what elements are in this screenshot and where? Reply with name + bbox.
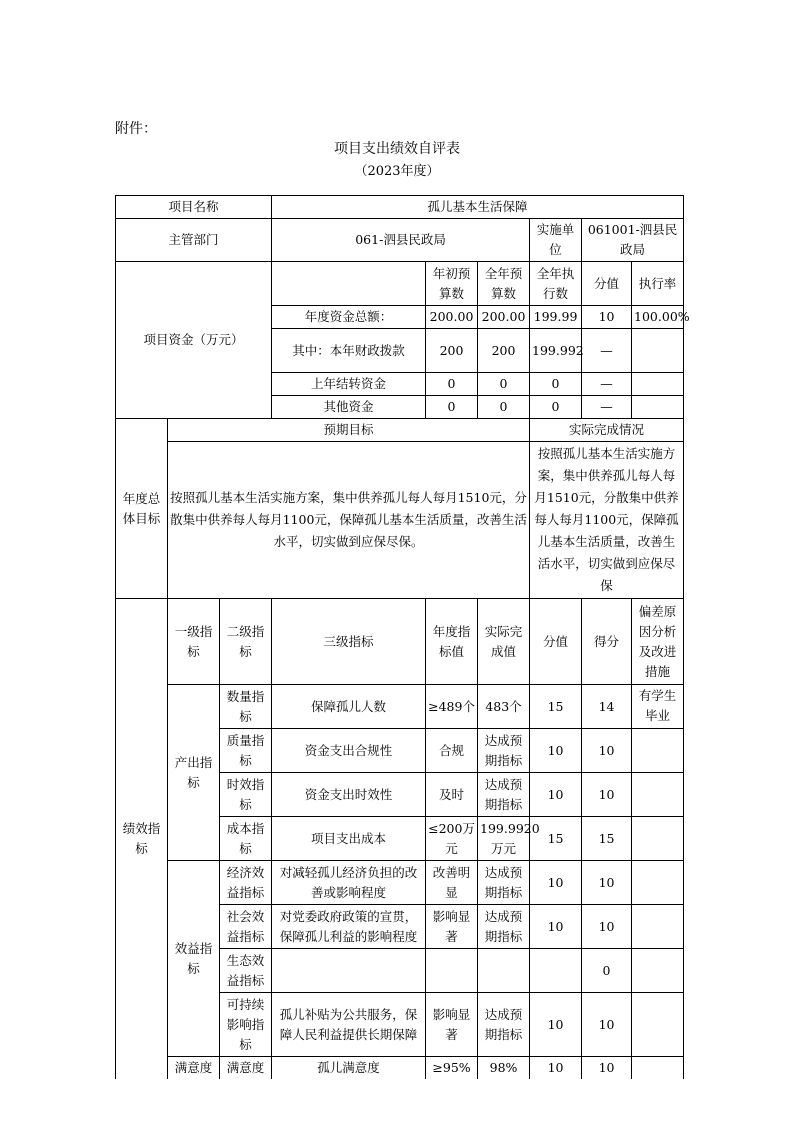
- fund-row-label: 其中：本年财政拨款: [272, 329, 426, 373]
- indicator-target: ≥95%: [426, 1057, 478, 1080]
- fund-row-label: 上年结转资金: [272, 373, 426, 396]
- indicator-score: 0: [582, 949, 632, 993]
- indicator-level2: 社会效益指标: [220, 905, 272, 949]
- actual-goal-text: 按照孤儿基本生活实施方案，集中供养孤儿每人每月1510元，分散集中供养每人每月1100元，保障孤儿基本生活质量，改善生活水平，切实做到应保尽保: [530, 442, 684, 599]
- indicator-weight: 15: [530, 685, 582, 729]
- fund-row-executed: 199.99: [530, 306, 582, 329]
- indicator-actual: 达成预期指标: [478, 905, 530, 949]
- fund-row-rate: [632, 329, 684, 373]
- funds-header-rate: 执行率: [632, 262, 684, 306]
- fund-row-full: 0: [478, 373, 530, 396]
- indicator-level2: 质量指标: [220, 729, 272, 773]
- indicator-actual: 达成预期指标: [478, 861, 530, 905]
- indicator-weight: 10: [530, 861, 582, 905]
- document-title: 项目支出绩效自评表: [334, 141, 460, 157]
- fund-row-full: 0: [478, 396, 530, 419]
- indicator-target: 影响显著: [426, 993, 478, 1057]
- indicator-actual: [478, 949, 530, 993]
- indicator-target: 及时: [426, 773, 478, 817]
- indicator-deviation: [632, 949, 684, 993]
- indicator-weight: 10: [530, 729, 582, 773]
- indicator-actual: 98%: [478, 1057, 530, 1080]
- perf-header-target: 年度指标值: [426, 599, 478, 685]
- indicator-weight: 10: [530, 905, 582, 949]
- indicator-target: ≤200万元: [426, 817, 478, 861]
- perf-header-weight: 分值: [530, 599, 582, 685]
- indicator-deviation: [632, 817, 684, 861]
- annual-goal-label: 年度总体目标: [116, 419, 168, 599]
- funds-header-weight: 分值: [582, 262, 632, 306]
- indicator-level2: 时效指标: [220, 773, 272, 817]
- indicator-weight: [530, 949, 582, 993]
- indicator-deviation: 有学生毕业: [632, 685, 684, 729]
- indicator-weight: 10: [530, 993, 582, 1057]
- indicator-level2: 满意度: [220, 1057, 272, 1080]
- fund-row-full: 200.00: [478, 306, 530, 329]
- fund-row-weight: 10: [582, 306, 632, 329]
- indicator-target: 合规: [426, 729, 478, 773]
- satisfaction-indicator-label: 满意度: [168, 1057, 220, 1080]
- fund-row-label: 其他资金: [272, 396, 426, 419]
- indicator-deviation: [632, 993, 684, 1057]
- indicator-level3: 对党委政府政策的宣贯，保障孤儿利益的影响程度: [272, 905, 426, 949]
- fund-row-initial: 200.00: [426, 306, 478, 329]
- indicator-level2: 可持续影响指标: [220, 993, 272, 1057]
- indicator-score: 10: [582, 773, 632, 817]
- indicator-level2: 成本指标: [220, 817, 272, 861]
- indicator-level3: 对减轻孤儿经济负担的改善或影响程度: [272, 861, 426, 905]
- indicator-actual: 199.9920万元: [478, 817, 530, 861]
- indicator-score: 10: [582, 729, 632, 773]
- funds-header-blank: [272, 262, 426, 306]
- perf-header-actual: 实际完成值: [478, 599, 530, 685]
- indicator-level2: 数量指标: [220, 685, 272, 729]
- funds-header-executed: 全年执行数: [530, 262, 582, 306]
- fund-row-rate: 100.00%: [632, 306, 684, 329]
- indicator-target: [426, 949, 478, 993]
- perf-header-deviation: 偏差原因分析及改进措施: [632, 599, 684, 685]
- fund-row-executed: 0: [530, 396, 582, 419]
- indicator-actual: 483个: [478, 685, 530, 729]
- indicator-target: 影响显著: [426, 905, 478, 949]
- indicator-deviation: [632, 905, 684, 949]
- document-subtitle: （2023年度）: [354, 164, 440, 179]
- indicator-score: 10: [582, 905, 632, 949]
- indicator-weight: 10: [530, 1057, 582, 1080]
- impl-label: 实施单位: [530, 219, 582, 262]
- funds-label: 项目资金（万元）: [116, 262, 272, 419]
- output-indicator-label: 产出指标: [168, 685, 220, 861]
- indicator-weight: 10: [530, 773, 582, 817]
- indicator-score: 14: [582, 685, 632, 729]
- fund-row-rate: [632, 396, 684, 419]
- dept-value: 061-泗县民政局: [272, 219, 530, 262]
- expected-goal-header: 预期目标: [168, 419, 530, 442]
- fund-row-initial: 0: [426, 373, 478, 396]
- indicator-deviation: [632, 729, 684, 773]
- indicator-actual: 达成预期指标: [478, 729, 530, 773]
- benefit-indicator-label: 效益指标: [168, 861, 220, 1057]
- indicator-level3: [272, 949, 426, 993]
- indicator-level3: 资金支出时效性: [272, 773, 426, 817]
- indicator-deviation: [632, 861, 684, 905]
- indicator-actual: 达成预期指标: [478, 773, 530, 817]
- indicator-level3: 项目支出成本: [272, 817, 426, 861]
- indicator-level2: 经济效益指标: [220, 861, 272, 905]
- dept-label: 主管部门: [116, 219, 272, 262]
- fund-row-executed: 0: [530, 373, 582, 396]
- fund-row-weight: —: [582, 329, 632, 373]
- project-name-label: 项目名称: [116, 196, 272, 219]
- fund-row-weight: —: [582, 396, 632, 419]
- expected-goal-text: 按照孤儿基本生活实施方案，集中供养孤儿每人每月1510元，分散集中供养每人每月1100元，保障孤儿基本生活质量，改善生活水平，切实做到应保尽保。: [168, 442, 530, 599]
- indicator-deviation: [632, 773, 684, 817]
- project-name-value: 孤儿基本生活保障: [272, 196, 684, 219]
- fund-row-rate: [632, 373, 684, 396]
- performance-label: 绩效指标: [116, 599, 168, 1080]
- indicator-target: ≥489个: [426, 685, 478, 729]
- fund-row-label: 年度资金总额：: [272, 306, 426, 329]
- indicator-weight: 15: [530, 817, 582, 861]
- fund-row-full: 200: [478, 329, 530, 373]
- fund-row-weight: —: [582, 373, 632, 396]
- perf-header-level1: 一级指标: [168, 599, 220, 685]
- perf-header-level3: 三级指标: [272, 599, 426, 685]
- indicator-level3: 孤儿补贴为公共服务，保障人民利益提供长期保障: [272, 993, 426, 1057]
- funds-header-initial: 年初预算数: [426, 262, 478, 306]
- attachment-label: 附件：: [115, 121, 157, 137]
- perf-header-score: 得分: [582, 599, 632, 685]
- perf-header-level2: 二级指标: [220, 599, 272, 685]
- indicator-level2: 生态效益指标: [220, 949, 272, 993]
- indicator-score: 10: [582, 861, 632, 905]
- actual-goal-header: 实际完成情况: [530, 419, 684, 442]
- fund-row-initial: 0: [426, 396, 478, 419]
- indicator-level3: 保障孤儿人数: [272, 685, 426, 729]
- indicator-score: 10: [582, 1057, 632, 1080]
- fund-row-initial: 200: [426, 329, 478, 373]
- indicator-score: 10: [582, 993, 632, 1057]
- indicator-target: 改善明显: [426, 861, 478, 905]
- indicator-level3: 孤儿满意度: [272, 1057, 426, 1080]
- indicator-actual: 达成预期指标: [478, 993, 530, 1057]
- fund-row-executed: 199.992: [530, 329, 582, 373]
- self-evaluation-table: [115, 195, 690, 1079]
- funds-header-full: 全年预算数: [478, 262, 530, 306]
- indicator-level3: 资金支出合规性: [272, 729, 426, 773]
- impl-value: 061001-泗县民政局: [582, 219, 684, 262]
- indicator-deviation: [632, 1057, 684, 1080]
- indicator-score: 15: [582, 817, 632, 861]
